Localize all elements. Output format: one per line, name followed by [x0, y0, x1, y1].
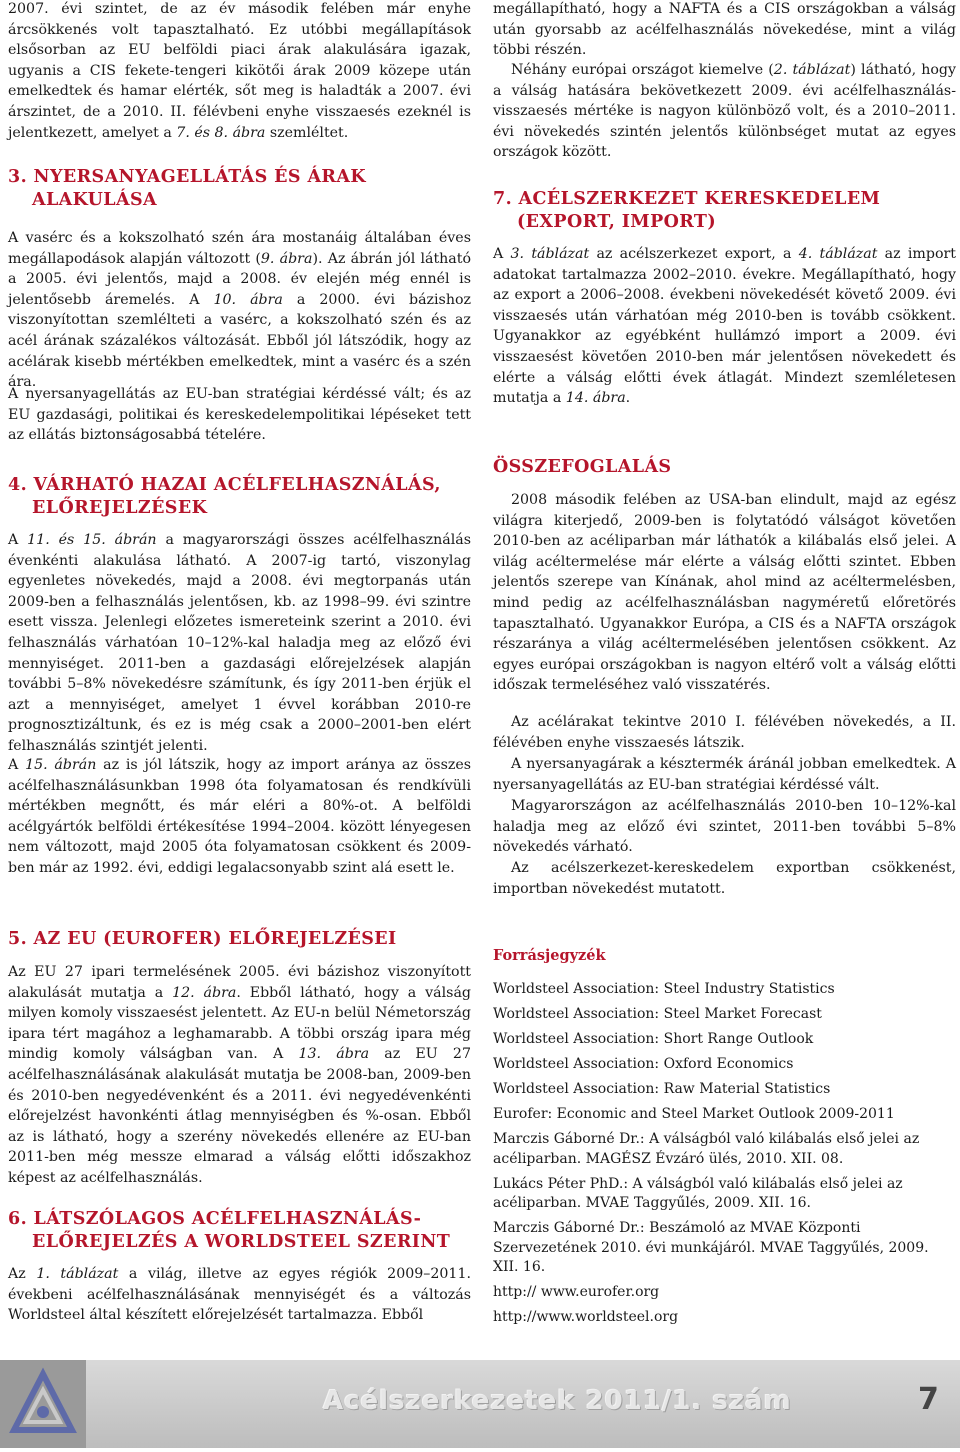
section-6-paragraph: Az 1. táblázat a világ, illetve az egyes régiók 2009–2011. évekbeni acélfelhasználásának mennyiségét és a változás Worldsteel által készített előrejelzését tartalmazza. Ebből: [8, 1266, 471, 1324]
section-6-title: 6. LÁTSZÓLAGOS ACÉLFELHASZNÁLÁS- ELŐREJELZÉS A WORLDSTEEL SZERINT: [8, 1209, 451, 1252]
logo-icon: [0, 1360, 86, 1448]
reference-item: Worldsteel Association: Steel Industry Statistics: [493, 981, 835, 997]
section-4-paragraph-2: A 15. ábrán az is jól látszik, hogy az import aránya az összes acélfelhasználásunkban 1998 óta folyamatosan és rendkívüli mértékben megnőtt, és már eléri a 80%-ot. A belföldi acélgyártók belföldi értékesítése 1994–2004. között lényegesen nem változott, majd 2005 óta folyamatosan csökkent és 2009-ben már az 1992. évi, eddigi legalacsonyabb szint alá esett le.: [8, 757, 472, 876]
section-5-title: 5. AZ EU (EUROFER) ELŐREJELZÉSEI: [8, 929, 397, 949]
summary-paragraph-4: Magyarországon az acélfelhasználás 2010-ben 10–12%-kal haladja meg az előző évi szintet, 2011-ben további 5–8% növekedés várható.: [493, 798, 956, 856]
section-7-title: 7. ACÉLSZERKEZET KERESKEDELEM (EXPORT, IMPORT): [493, 189, 881, 232]
section-7-paragraph: A 3. táblázat az acélszerkezet export, a 4. táblázat az import adatokat tartalmazza 2002–2010. évekre. Megállapítható, hogy az export a 2006–2008. évekbeni növekedését követő 2009. évi visszaesés után várhatóan még 2010-ben is tovább csökkent. Ugyanakkor az egyébként hullámzó import a 2009. évi visszaesést követően 2010-ben már jelentősen növekedett és elérte a válság előtti évek átlagát. Mindezt szemléletesen mutatja a 14. ábra.: [493, 246, 956, 407]
reference-item: Worldsteel Association: Short Range Outlook: [493, 1031, 814, 1047]
countries-paragraph: Néhány európai országot kiemelve (2. táblázat) látható, hogy a válság hatására bekövetkezett 2009. évi acélfelhasználás-visszaesés mértéke is nagyon különböző volt, és a 2010–2011. évi növekedés szintén jelentős különbséget mutat az egyes országok között.: [493, 62, 956, 161]
reference-item: Worldsteel Association: Steel Market Forecast: [493, 1006, 822, 1022]
summary-title: ÖSSZEFOGLALÁS: [493, 457, 672, 477]
summary-paragraph-5: Az acélszerkezet-kereskedelem exportban csökkenést, importban növekedést mutatott.: [493, 860, 956, 897]
page-number: 7: [918, 1382, 939, 1417]
section-5-paragraph: Az EU 27 ipari termelésének 2005. évi bázishoz viszonyított alakulását mutatja a 12. ábra. Ebből látható, hogy a válság milyen komoly visszaesést jelentett. Az EU-n belül Németország ipara tért magához a leghamarabb. A többi ország ipara még mindig komoly válságban van. A 13. ábra az EU 27 acélfelhasználásának alakulását mutatja be 2008-ban, 2009-ben és 2010-ben negyedévenként és a 2011. évi negyedévenkénti előrejelzést havonkénti átlag mennyiségben és %-osan. Ebből az is látható, hogy a szerény növekedés ellenére az EU-ban 2011-ben még messze elmarad a válság előtti időszakhoz képest az acélfelhasználás.: [8, 964, 471, 1186]
logo: [0, 1360, 86, 1448]
journal-title: Acélszerkezetek 2011/1. szám: [323, 1386, 792, 1416]
reference-link[interactable]: http://www.worldsteel.org: [493, 1309, 679, 1325]
reference-item: Eurofer: Economic and Steel Market Outlook 2009-2011: [493, 1106, 895, 1122]
summary-paragraph-3: A nyersanyagárak a késztermék áránál jobban emelkedtek. A nyersanyagellátás az EU-ban stratégiai kérdéssé vált.: [493, 756, 956, 793]
intro-paragraph: 2007. évi szintet, de az év második felében már enyhe árcsökkenés volt tapasztalható. Ez utóbbi megállapítások elsősorban az EU belföldi piaci árak alakulására igazak, ugyanis a CIS fekete-tengeri kikötői árak 2009 közepe után emelkedtek és hamar elérték, sőt meg is haladták a 2007. évi árszintet, de a 2010. II. félévbeni enyhe visszaesés ezeknél is jelentkezett, amelyet a 7. és 8. ábra szemléltet.: [8, 1, 471, 141]
section-3-paragraph-1: A vasérc és a kokszolható szén ára mostanáig általában éves megállapodások alapján változott (9. ábra). Az ábrán jól látható a 2005. évi jelentős, majd a 2008. év elején még ennél is jelentősebb áremelés. A 10. ábra a 2000. évi bázishoz viszonyítottan szemlélteti a vasérc, a kokszolható szén és az acél árának százalékos változását. Ebből jól látszódik, hogy az acélárak kisebb mértékben emelkedtek, mint a vasérc és a szén ára.: [8, 230, 471, 391]
reference-item: Marczis Gáborné Dr.: Beszámoló az MVAE Központi Szervezetének 2010. évi munkájáról. MVAE Taggyűlés, 2009. XII. 16.: [493, 1220, 929, 1275]
reference-item: Worldsteel Association: Raw Material Statistics: [493, 1081, 831, 1097]
section-4-paragraph-1: A 11. és 15. ábrán a magyarországi összes acélfelhasználás évenkénti alakulása látható. A 2007-ig tartó, viszonylag egyenletes növekedés, majd a 2008. évi megtorpanás után 2009-ben a felhasználás jelentősen, kb. az 1998–99. évi szintre esett vissza. Jelenlegi előzetes ismereteink szerint a 2010. évi felhasználás várhatóan 10–12%-kal haladja meg az előző évi mennyiséget. 2011-ben a gazdasági előrejelzések alapján további 5–8% növekedésre számítunk, és így 2011-ben érjük el azt a mennyiséget, amelyet 1 évvel korábban 2010-re prognosztizáltunk, és ez is még csak a 2000–2001-ben elért felhasználás szintjét jelenti.: [8, 532, 471, 754]
summary-paragraph-1: 2008 második felében az USA-ban elindult, majd az egész világra kiterjedő, 2009-ben is folytatódó válságot követően 2010-ben az acéliparban már láthatók a kilábalás első jelei. A világ acéltermelése már elérte a válság előtti szintet. Ebben jelentős szerepe van Kínának, ahol mind az acéltermelésben, mind pedig az acélfelhasználásban nagyméretű előretörés tapasztalható. Ugyanakkor Európa, a CIS és a NAFTA országok részaránya a világ acéltermelésében jelentősen csökkent. Az egyes európai országokban is nagyon eltérő volt a válság előtti időszak termeléséhez való visszatérés.: [493, 492, 956, 694]
reference-item: Worldsteel Association: Oxford Economics: [493, 1056, 794, 1072]
references-list: [493, 980, 956, 1328]
reference-item: Lukács Péter PhD.: A válságból való kilábalás első jelei az acéliparban. MVAE Taggyűlés, 2009. XII. 16.: [493, 1175, 903, 1211]
summary-paragraph-2: Az acélárakat tekintve 2010 I. félévében növekedés, a II. félévében enyhe visszaesés látszik.: [493, 714, 956, 751]
reference-link[interactable]: http:// www.eurofer.org: [493, 1284, 660, 1300]
section-3-paragraph-2: A nyersanyagellátás az EU-ban stratégiai kérdéssé vált; és az EU gazdasági, politikai és kereskedelempolitikai lépéseket tett az ellátás biztonságosabbá tételére.: [8, 386, 471, 444]
page-footer: [0, 1360, 960, 1448]
section-3-title: 3. NYERSANYAGELLÁTÁS ÉS ÁRAK ALAKULÁSA: [8, 167, 366, 210]
section-4-title: 4. VÁRHATÓ HAZAI ACÉLFELHASZNÁLÁS, ELŐREJELZÉSEK: [8, 475, 441, 518]
references-title: Forrásjegyzék: [493, 947, 606, 964]
continuation-paragraph: megállapítható, hogy a NAFTA és a CIS országokban a válság után gyorsabb az acélfelhasználás növekedése, mint a világ többi részén.: [493, 1, 956, 59]
reference-item: Marczis Gáborné Dr.: A válságból való kilábalás első jelei az acéliparban. MAGÉSZ Évzáró ülés, 2010. XII. 08.: [493, 1131, 920, 1167]
